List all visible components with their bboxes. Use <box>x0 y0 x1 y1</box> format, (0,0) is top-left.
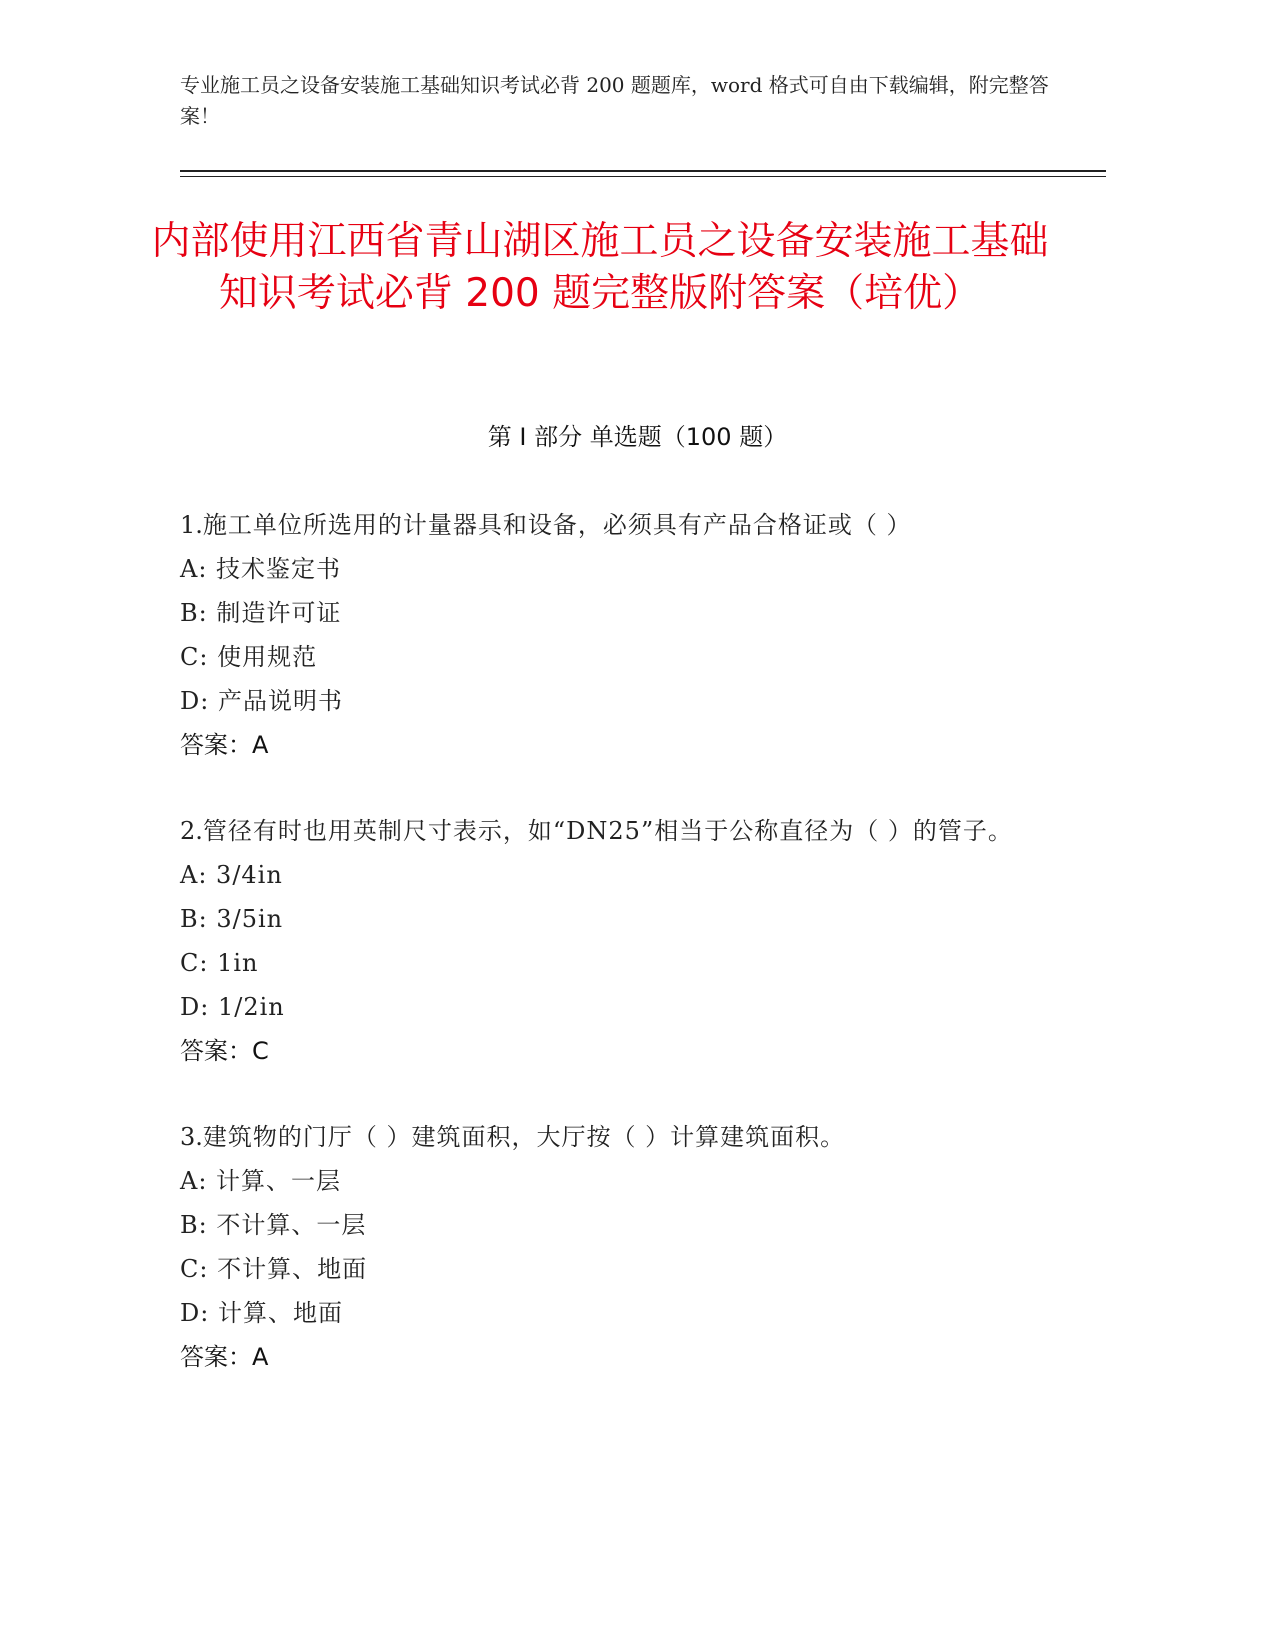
option-b: B: 3/5in <box>180 905 284 933</box>
option-b: B: 不计算、一层 <box>180 1211 367 1239</box>
question-stem <box>180 1115 1050 1159</box>
answer: 答案：A <box>180 1343 269 1371</box>
option-a: A: 3/4in <box>180 861 283 889</box>
question-1 <box>180 503 1050 767</box>
question-list <box>180 503 1050 1421</box>
option-c: C: 1in <box>180 949 259 977</box>
option-d: D: 1/2in <box>180 993 285 1021</box>
question-number: 1. <box>180 511 203 539</box>
question-stem <box>180 503 1050 547</box>
answer: 答案：C <box>180 1037 269 1065</box>
option-c: C: 不计算、地面 <box>180 1255 368 1283</box>
question-text: 管径有时也用英制尺寸表示，如“DN25”相当于公称直径为（ ）的管子。 <box>202 817 1013 845</box>
question-stem <box>180 809 1050 853</box>
question-2 <box>180 809 1050 1073</box>
option-d: D: 计算、地面 <box>180 1299 343 1327</box>
section-title: 第 I 部分 单选题（100 题） <box>487 423 788 451</box>
answer: 答案：A <box>180 731 269 759</box>
option-a: A: 技术鉴定书 <box>180 555 342 583</box>
header-note: 专业施工员之设备安装施工基础知识考试必背 200 题题库，word 格式可自由下载编辑，附完整答案！ <box>180 73 1049 128</box>
option-c: C: 使用规范 <box>180 643 318 671</box>
header-divider-thin <box>180 176 1106 177</box>
question-text: 施工单位所选用的计量器具和设备，必须具有产品合格证或（ ） <box>202 511 912 539</box>
header-divider-thick <box>180 170 1106 172</box>
option-d: D: 产品说明书 <box>180 687 343 715</box>
question-text: 建筑物的门厅（ ）建筑面积，大厅按（ ）计算建筑面积。 <box>202 1123 846 1151</box>
option-b: B: 制造许可证 <box>180 599 342 627</box>
question-number: 3. <box>180 1123 203 1151</box>
option-a: A: 计算、一层 <box>180 1167 342 1195</box>
document-title: 内部使用江西省青山湖区施工员之设备安装施工基础知识考试必背 200 题完整版附答案（培优） <box>151 219 1049 316</box>
question-number: 2. <box>180 817 203 845</box>
question-3 <box>180 1115 1050 1379</box>
